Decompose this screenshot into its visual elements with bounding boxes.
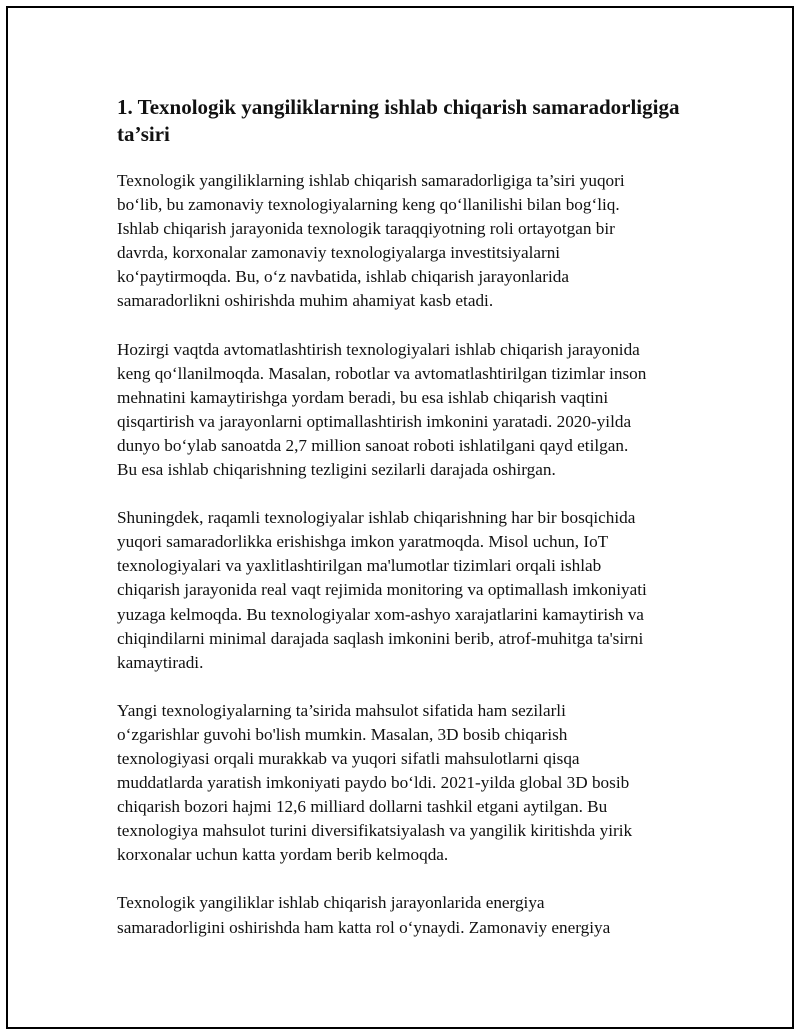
paragraph-2 [117, 338, 697, 483]
text-line: Shuningdek, raqamli texnologiyalar ishlab chiqarishning har bir bosqichida [117, 508, 636, 528]
text-line: texnologiyasi orqali murakkab va yuqori sifatli mahsulotlarni qisqa [117, 748, 580, 768]
text-line: o‘zgarishlar guvohi bo'lish mumkin. Masalan, 3D bosib chiqarish [117, 724, 568, 744]
text-line: Ishlab chiqarish jarayonida texnologik taraqqiyotning roli ortayotgan bir [117, 219, 615, 239]
section-heading [117, 94, 697, 148]
text-line: Bu esa ishlab chiqarishning tezligini sezilarli darajada oshirgan. [117, 460, 556, 480]
text-line: Texnologik yangiliklarning ishlab chiqarish samaradorligiga ta’siri yuqori [117, 171, 625, 190]
paragraph-4 [117, 699, 697, 868]
paragraph-1 [117, 169, 697, 314]
text-line: yuzaga kelmoqda. Bu texnologiyalar xom-ashyo xarajatlarini kamaytirish va [117, 604, 644, 624]
text-line: texnologiyalari va yaxlitlashtirilgan ma'lumotlar tizimlari orqali ishlab [117, 556, 602, 576]
paragraph-3 [117, 506, 697, 675]
text-line: dunyo bo‘ylab sanoatda 2,7 million sanoat roboti ishlatilgani qayd etilgan. [117, 435, 629, 455]
text-line: mehnatini kamaytirishga yordam beradi, bu esa ishlab chiqarish vaqtini [117, 387, 609, 407]
text-line: Yangi texnologiyalarning ta’sirida mahsulot sifatida ham sezilarli [117, 700, 566, 720]
document-body [117, 94, 697, 964]
text-line: qisqartirish va jarayonlarni optimallashtirish imkonini yaratadi. 2020-yilda [117, 411, 632, 431]
heading-line: 1. Texnologik yangiliklarning ishlab chiqarish samaradorligiga [117, 95, 680, 119]
text-line: Hozirgi vaqtda avtomatlashtirish texnologiyalari ishlab chiqarish jarayonida [117, 339, 640, 359]
text-line: ko‘paytirmoqda. Bu, o‘z navbatida, ishlab chiqarish jarayonlarida [117, 267, 569, 287]
text-line: samaradorlikni oshirishda muhim ahamiyat kasb etadi. [117, 291, 494, 311]
text-line: korxonalar uchun katta yordam berib kelmoqda. [117, 845, 449, 865]
text-line: keng qo‘llanilmoqda. Masalan, robotlar va avtomatlashtirilgan tizimlar inson [117, 363, 647, 383]
text-line: samaradorligini oshirishda ham katta rol o‘ynaydi. Zamonaviy energiya [117, 917, 611, 937]
text-line: chiqarish bozori hajmi 12,6 milliard dollarni tashkil etgani aytilgan. Bu [117, 797, 608, 817]
text-line: muddatlarda yaratish imkoniyati paydo bo‘ldi. 2021-yilda global 3D bosib [117, 773, 630, 793]
paragraph-5 [117, 891, 697, 939]
text-line: davrda, korxonalar zamonaviy texnologiyalarga investitsiyalarni [117, 243, 561, 263]
text-line: Texnologik yangiliklar ishlab chiqarish jarayonlarida energiya [117, 893, 545, 913]
text-line: chiqarish jarayonida real vaqt rejimida monitoring va optimallash imkoniyati [117, 580, 647, 600]
text-line: chiqindilarni minimal darajada saqlash imkonini berib, atrof-muhitga ta'sirni [117, 628, 644, 648]
text-line: texnologiya mahsulot turini diversifikatsiyalash va yangilik kiritishda yirik [117, 821, 633, 841]
text-line: yuqori samaradorlikka erishishga imkon yaratmoqda. Misol uchun, IoT [117, 532, 609, 552]
text-line: bo‘lib, bu zamonaviy texnologiyalarning keng qo‘llanilishi bilan bog‘liq. [117, 195, 620, 215]
text-line: kamaytiradi. [117, 652, 204, 672]
heading-line: ta’siri [117, 122, 170, 146]
